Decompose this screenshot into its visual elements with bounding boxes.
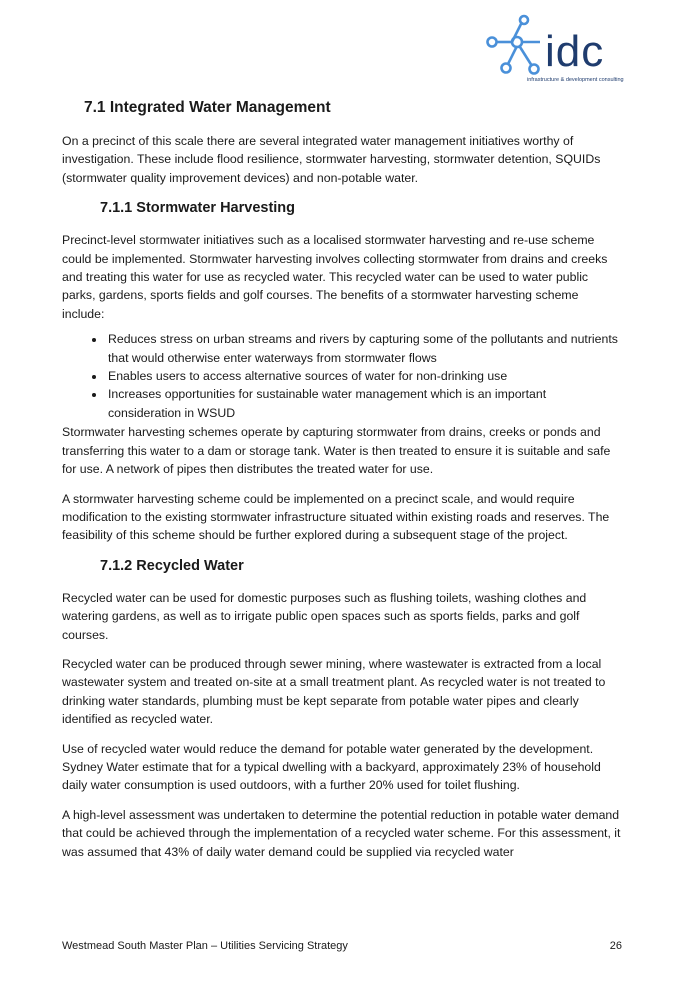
paragraph: Use of recycled water would reduce the demand for potable water generated by the development. Sydney Water estimate that for a typical dwelling with a backyard, approximately 23% of household daily water consumption is used outdoors, with a further 20% used for toilet flushing. <box>62 741 601 793</box>
document-body <box>62 98 622 872</box>
paragraph: Recycled water can be produced through sewer mining, where wastewater is extracted from a local wastewater system and treated on-site at a small treatment plant. As recycled water is not treated to drinking water standards, plumbing must be kept separate from potable water pipes and clearly identified as recycled water. <box>62 656 606 727</box>
logo-wordmark: idc <box>545 27 605 76</box>
paragraph: Stormwater harvesting schemes operate by capturing stormwater from drains, creeks or ponds and transferring this water to a dam or storage tank. Water is then treated to ensure it is suitable and safe for use. A network of pipes then distributes the treated water for use. <box>62 425 611 477</box>
section-heading-7-1: 7.1 Integrated Water Management <box>84 99 331 116</box>
logo-network-icon <box>486 14 546 76</box>
paragraph: Precinct-level stormwater initiatives such as a localised stormwater harvesting and re-use scheme could be implemented. Stormwater harvesting involves collecting stormwater from drains and creeks and treating this water for use as recycled water. This recycled water can be used to water public parks, gardens, sports fields and golf courses. The benefits of a stormwater harvesting scheme include: <box>62 233 608 321</box>
logo-tagline: infrastructure & development consulting <box>527 77 624 83</box>
list-item: • Reduces stress on urban streams and rivers by capturing some of the pollutants and nutrients that would otherwise enter waterways from stormwater flows <box>106 330 622 367</box>
page-footer <box>62 940 622 952</box>
paragraph: A stormwater harvesting scheme could be implemented on a precinct scale, and would require modification to the existing stormwater infrastructure situated within existing roads and reserves. The feasibility of this scheme should be further explored during a subsequent stage of the project. <box>62 491 610 543</box>
paragraph: Recycled water can be used for domestic purposes such as flushing toilets, washing clothes and watering gardens, as well as to irrigate public open spaces such as sports fields, parks and golf courses. <box>62 590 587 642</box>
benefits-list <box>62 330 622 422</box>
paragraph: A high-level assessment was undertaken to determine the potential reduction in potable water demand that could be achieved through the implementation of a recycled water scheme. For this assessment, it was assumed that 43% of daily water demand could be supplied via recycled water <box>62 807 621 859</box>
page-number: 26 <box>609 940 622 952</box>
section-heading-7-1-2: 7.1.2 Recycled Water <box>100 557 244 574</box>
footer-title: Westmead South Master Plan – Utilities Servicing Strategy <box>62 940 348 952</box>
list-item: • Enables users to access alternative sources of water for non-drinking use <box>106 367 622 385</box>
list-item: • Increases opportunities for sustainable water management which is an important consideration in WSUD <box>106 385 622 422</box>
paragraph: On a precinct of this scale there are several integrated water management initiatives worthy of investigation. These include flood resilience, stormwater harvesting, stormwater detention, SQUIDs (stormwater quality improvement devices) and non-potable water. <box>62 134 601 185</box>
section-heading-7-1-1: 7.1.1 Stormwater Harvesting <box>100 200 296 217</box>
